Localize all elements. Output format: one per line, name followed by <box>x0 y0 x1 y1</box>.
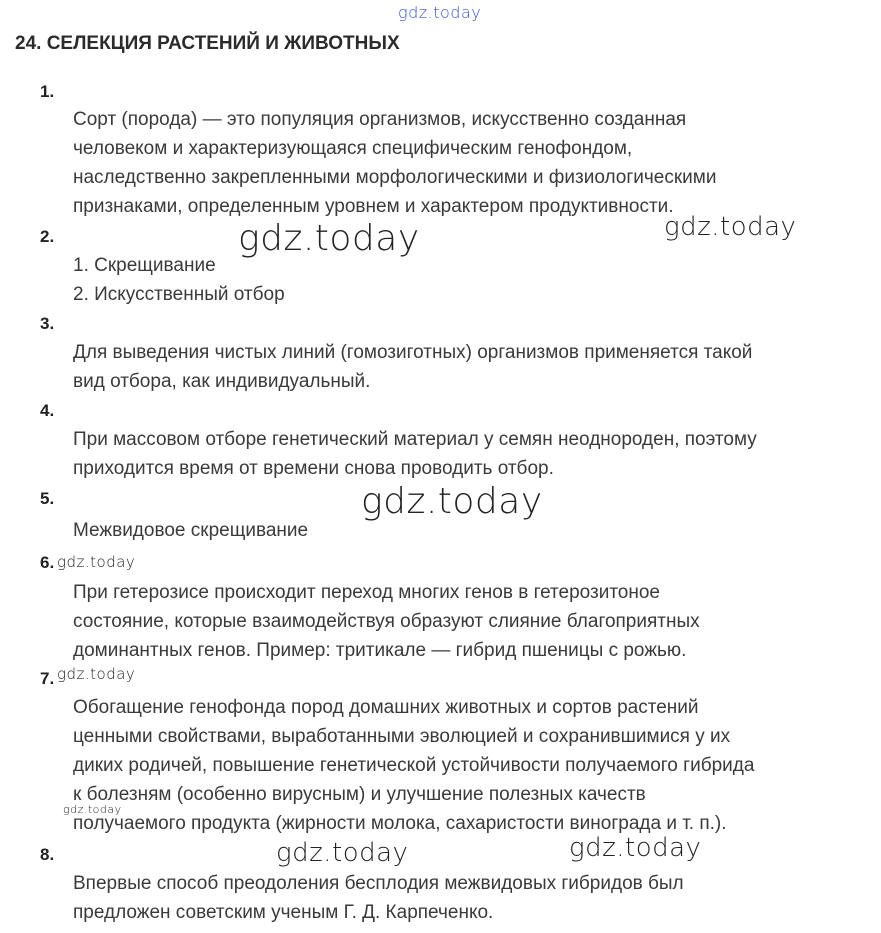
item-number-4: 4. <box>40 401 55 420</box>
answer-line: доминантных генов. Пример: тритикале — гибрид пшеницы с рожью. <box>73 640 687 661</box>
answer-line: получаемого продукта (жирности молока, сахаристости винограда и т. п.). <box>73 813 727 834</box>
answer-line: вид отбора, как индивидуальный. <box>73 371 371 392</box>
item-answer-2 <box>73 251 285 309</box>
answer-line: приходится время от времени снова проводить отбор. <box>73 458 554 479</box>
answer-line: наследственно закрепленными морфологическими и физиологическими <box>73 167 717 188</box>
item-number-3: 3. <box>40 314 55 333</box>
answer-line: Для выведения чистых линий (гомозиготных) организмов применяется такой <box>73 342 753 363</box>
answer-line: 1. Скрещивание <box>73 255 216 276</box>
item-number-2: 2. <box>40 227 55 246</box>
answer-line: признаками, определенным уровнем и характером продуктивности. <box>73 196 674 217</box>
item-answer-3 <box>73 338 752 396</box>
item-answer-8 <box>73 869 684 927</box>
answer-line: Сорт (порода) — это популяция организмов, искусственно созданная <box>73 109 687 130</box>
item-number-7: 7. <box>40 669 55 688</box>
watermark: gdz.today <box>57 665 136 683</box>
answer-line: 2. Искусственный отбор <box>73 284 285 305</box>
answer-line: Обогащение генофонда пород домашних животных и сортов растений <box>73 697 699 718</box>
item-number-1: 1. <box>40 82 55 101</box>
watermark: gdz.today <box>63 803 122 816</box>
watermark: gdz.today <box>361 481 543 522</box>
item-answer-4 <box>73 425 757 483</box>
item-number-6: 6. <box>40 553 55 572</box>
answer-line: состояние, которые взаимодействуя образуют слияние благоприятных <box>73 611 700 632</box>
item-number-8: 8. <box>40 845 55 864</box>
item-answer-6 <box>73 578 700 665</box>
answer-line: диких родичей, повышение генетической устойчивости получаемого гибрида <box>73 755 755 776</box>
watermark: gdz.today <box>569 833 702 863</box>
answer-line: к болезням (особенно вирусным) и улучшение полезных качеств <box>73 784 646 805</box>
watermark: gdz.today <box>664 212 797 242</box>
item-answer-5 <box>73 516 308 545</box>
answer-line: человеком и характеризующаяся специфическим генофондом, <box>73 138 633 159</box>
answer-line: предложен советским ученым Г. Д. Карпеченко. <box>73 902 494 923</box>
item-answer-7 <box>73 693 754 838</box>
answer-line: Межвидовое скрещивание <box>73 520 309 541</box>
item-number-5: 5. <box>40 489 55 508</box>
header-watermark: gdz.today <box>398 3 482 22</box>
watermark: gdz.today <box>238 218 420 259</box>
answer-line: Впервые способ преодоления бесплодия межвидовых гибридов был <box>73 873 684 894</box>
answer-line: При массовом отборе генетический материал у семян неоднороден, поэтому <box>73 429 757 450</box>
page-title: 24. СЕЛЕКЦИЯ РАСТЕНИЙ И ЖИВОТНЫХ <box>15 33 400 54</box>
item-answer-1 <box>73 105 716 221</box>
answer-line: При гетерозисе происходит переход многих генов в гетерозитоное <box>73 582 660 603</box>
answer-line: ценными свойствами, выработанными эволюцией и сохранившимися у их <box>73 726 731 747</box>
watermark: gdz.today <box>276 838 409 868</box>
watermark: gdz.today <box>57 553 136 571</box>
